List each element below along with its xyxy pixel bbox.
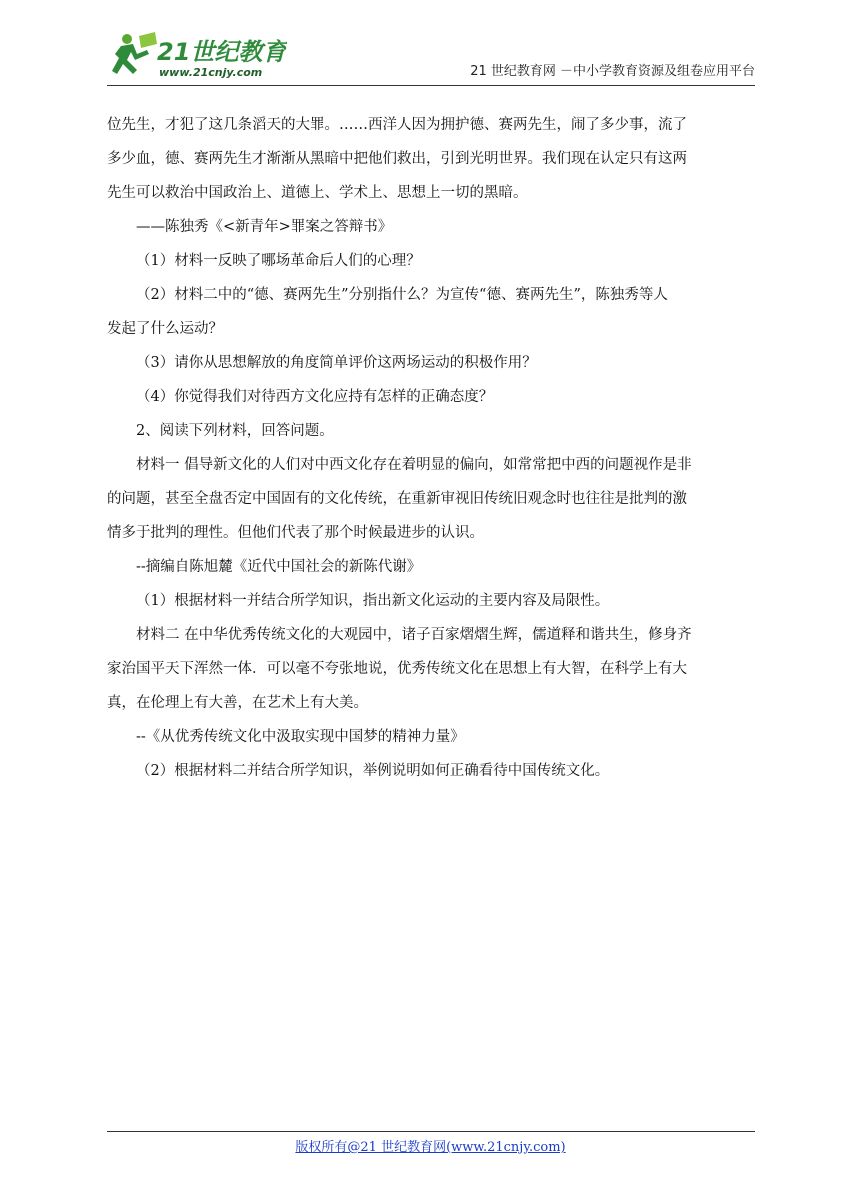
text-line: 发起了什么运动？ (107, 321, 223, 337)
text-line: 位先生，才犯了这几条滔天的大罪。……西洋人因为拥护德、赛两先生，闹了多少事，流了 (107, 117, 687, 133)
text-line: （1）根据材料一并结合所学知识，指出新文化运动的主要内容及局限性。 (136, 593, 610, 609)
text-line: 2、阅读下列材料，回答问题。 (136, 423, 334, 439)
document-body (107, 108, 755, 788)
site-logo (107, 30, 287, 82)
text-line: 先生可以救治中国政治上、道德上、学术上、思想上一切的黑暗。 (107, 185, 528, 201)
page-header (107, 30, 755, 84)
text-line: 材料一 倡导新文化的人们对中西文化存在着明显的偏向，如常常把中西的问题视作是非 (136, 457, 692, 473)
header-tagline: 21 世纪教育网 －中小学教育资源及组卷应用平台 (470, 64, 755, 79)
text-line: --摘编自陈旭麓《近代中国社会的新陈代谢》 (136, 559, 422, 575)
text-line: 多少血，德、赛两先生才渐渐从黑暗中把他们救出，引到光明世界。我们现在认定只有这两 (107, 151, 687, 167)
text-line: 真，在伦理上有大善，在艺术上有大美。 (107, 695, 368, 711)
text-line: （4）你觉得我们对待西方文化应持有怎样的正确态度？ (136, 389, 494, 405)
text-line: （2）材料二中的“德、赛两先生”分别指什么？为宣传“德、赛两先生”，陈独秀等人 (136, 287, 668, 303)
runner-icon (112, 32, 157, 74)
text-line: 的问题，甚至全盘否定中国固有的文化传统，在重新审视旧传统旧观念时也往往是批判的激 (107, 491, 687, 507)
header-divider (107, 85, 755, 86)
page-footer (0, 1136, 861, 1155)
text-line: ——陈独秀《<新青年>罪案之答辩书》 (136, 219, 393, 235)
footer-divider (107, 1131, 755, 1132)
text-line: （3）请你从思想解放的角度简单评价这两场运动的积极作用？ (136, 355, 537, 371)
text-line: 情多于批判的理性。但他们代表了那个时候最进步的认识。 (107, 525, 484, 541)
text-line: 家治国平天下浑然一体．可以毫不夸张地说，优秀传统文化在思想上有大智，在科学上有大 (107, 661, 687, 677)
text-line: 材料二 在中华优秀传统文化的大观园中，诸子百家熠熠生辉，儒道释和谐共生，修身齐 (136, 627, 692, 643)
logo-text: 21世纪教育 (157, 38, 287, 66)
text-line: --《从优秀传统文化中汲取实现中国梦的精神力量》 (136, 729, 465, 745)
copyright-link[interactable]: 版权所有@21 世纪教育网(www.21cnjy.com) (295, 1140, 566, 1155)
text-line: （2）根据材料二并结合所学知识，举例说明如何正确看待中国传统文化。 (136, 763, 610, 779)
logo-url: www.21cnjy.com (159, 66, 263, 79)
text-line: （1）材料一反映了哪场革命后人们的心理？ (136, 253, 421, 269)
